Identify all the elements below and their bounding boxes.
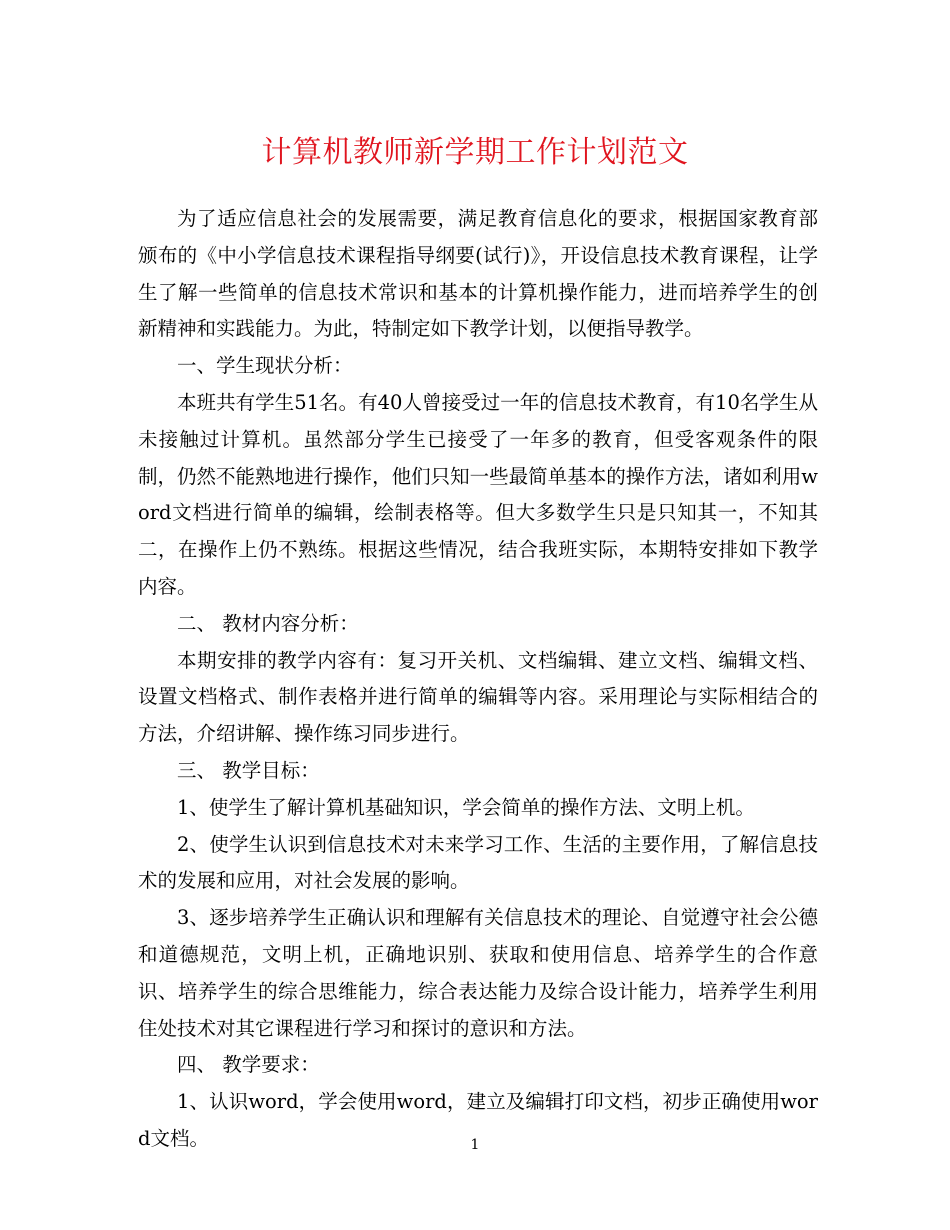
- student-analysis-paragraph: 本班共有学生51名。有40人曾接受过一年的信息技术教育，有10名学生从未接触过计算机。虽然部分学生已接受了一年多的教育，但受客观条件的限制，仍然不能熟地进行操作，他们只知一些最简单基本的操作方法，诸如利用word文档进行简单的编辑，绘制表格等。但大多数学生只是只知其一，不知其二，在操作上仍不熟练。根据这些情况，结合我班实际，本期特安排如下教学内容。: [138, 390, 818, 598]
- goal-item-3: 3、逐步培养学生正确认识和理解有关信息技术的理论、自觉遵守社会公德和道德规范，文明上机，正确地识别、获取和使用信息、培养学生的合作意识、培养学生的综合思维能力，综合表达能力及综合设计能力，培养学生利用住处技术对其它课程进行学习和探讨的意识和方法。: [138, 906, 818, 1040]
- section-heading-student-analysis: 一、学生现状分析：: [177, 354, 353, 378]
- material-analysis-paragraph: 本期安排的教学内容有：复习开关机、文档编辑、建立文档、编辑文档、设置文档格式、制作表格并进行简单的编辑等内容。采用理论与实际相结合的方法，介绍讲解、操作练习同步进行。: [138, 648, 818, 746]
- document-body: [138, 201, 818, 1158]
- page-number: 1: [470, 1137, 480, 1153]
- requirement-item-1: 1、认识word，学会使用word，建立及编辑打印文档，初步正确使用word文档。: [138, 1090, 818, 1150]
- goal-item-2: 2、使学生认识到信息技术对未来学习工作、生活的主要作用，了解信息技术的发展和应用，对社会发展的影响。: [138, 832, 818, 893]
- document-title: 计算机教师新学期工作计划范文: [261, 135, 689, 170]
- goal-item-1: 1、使学生了解计算机基础知识，学会简单的操作方法、文明上机。: [177, 795, 755, 819]
- section-heading-teaching-goals: 三、 教学目标：: [177, 758, 320, 782]
- section-heading-material-analysis: 二、 教材内容分析：: [177, 611, 359, 635]
- section-heading-teaching-requirements: 四、 教学要求：: [177, 1053, 320, 1077]
- intro-paragraph: 为了适应信息社会的发展需要，满足教育信息化的要求，根据国家教育部颁布的《中小学信息技术课程指导纲要(试行)》，开设信息技术教育课程，让学生了解一些简单的信息技术常识和基本的计算机操作能力，进而培养学生的创新精神和实践能力。为此，特制定如下教学计划，以便指导教学。: [138, 207, 818, 341]
